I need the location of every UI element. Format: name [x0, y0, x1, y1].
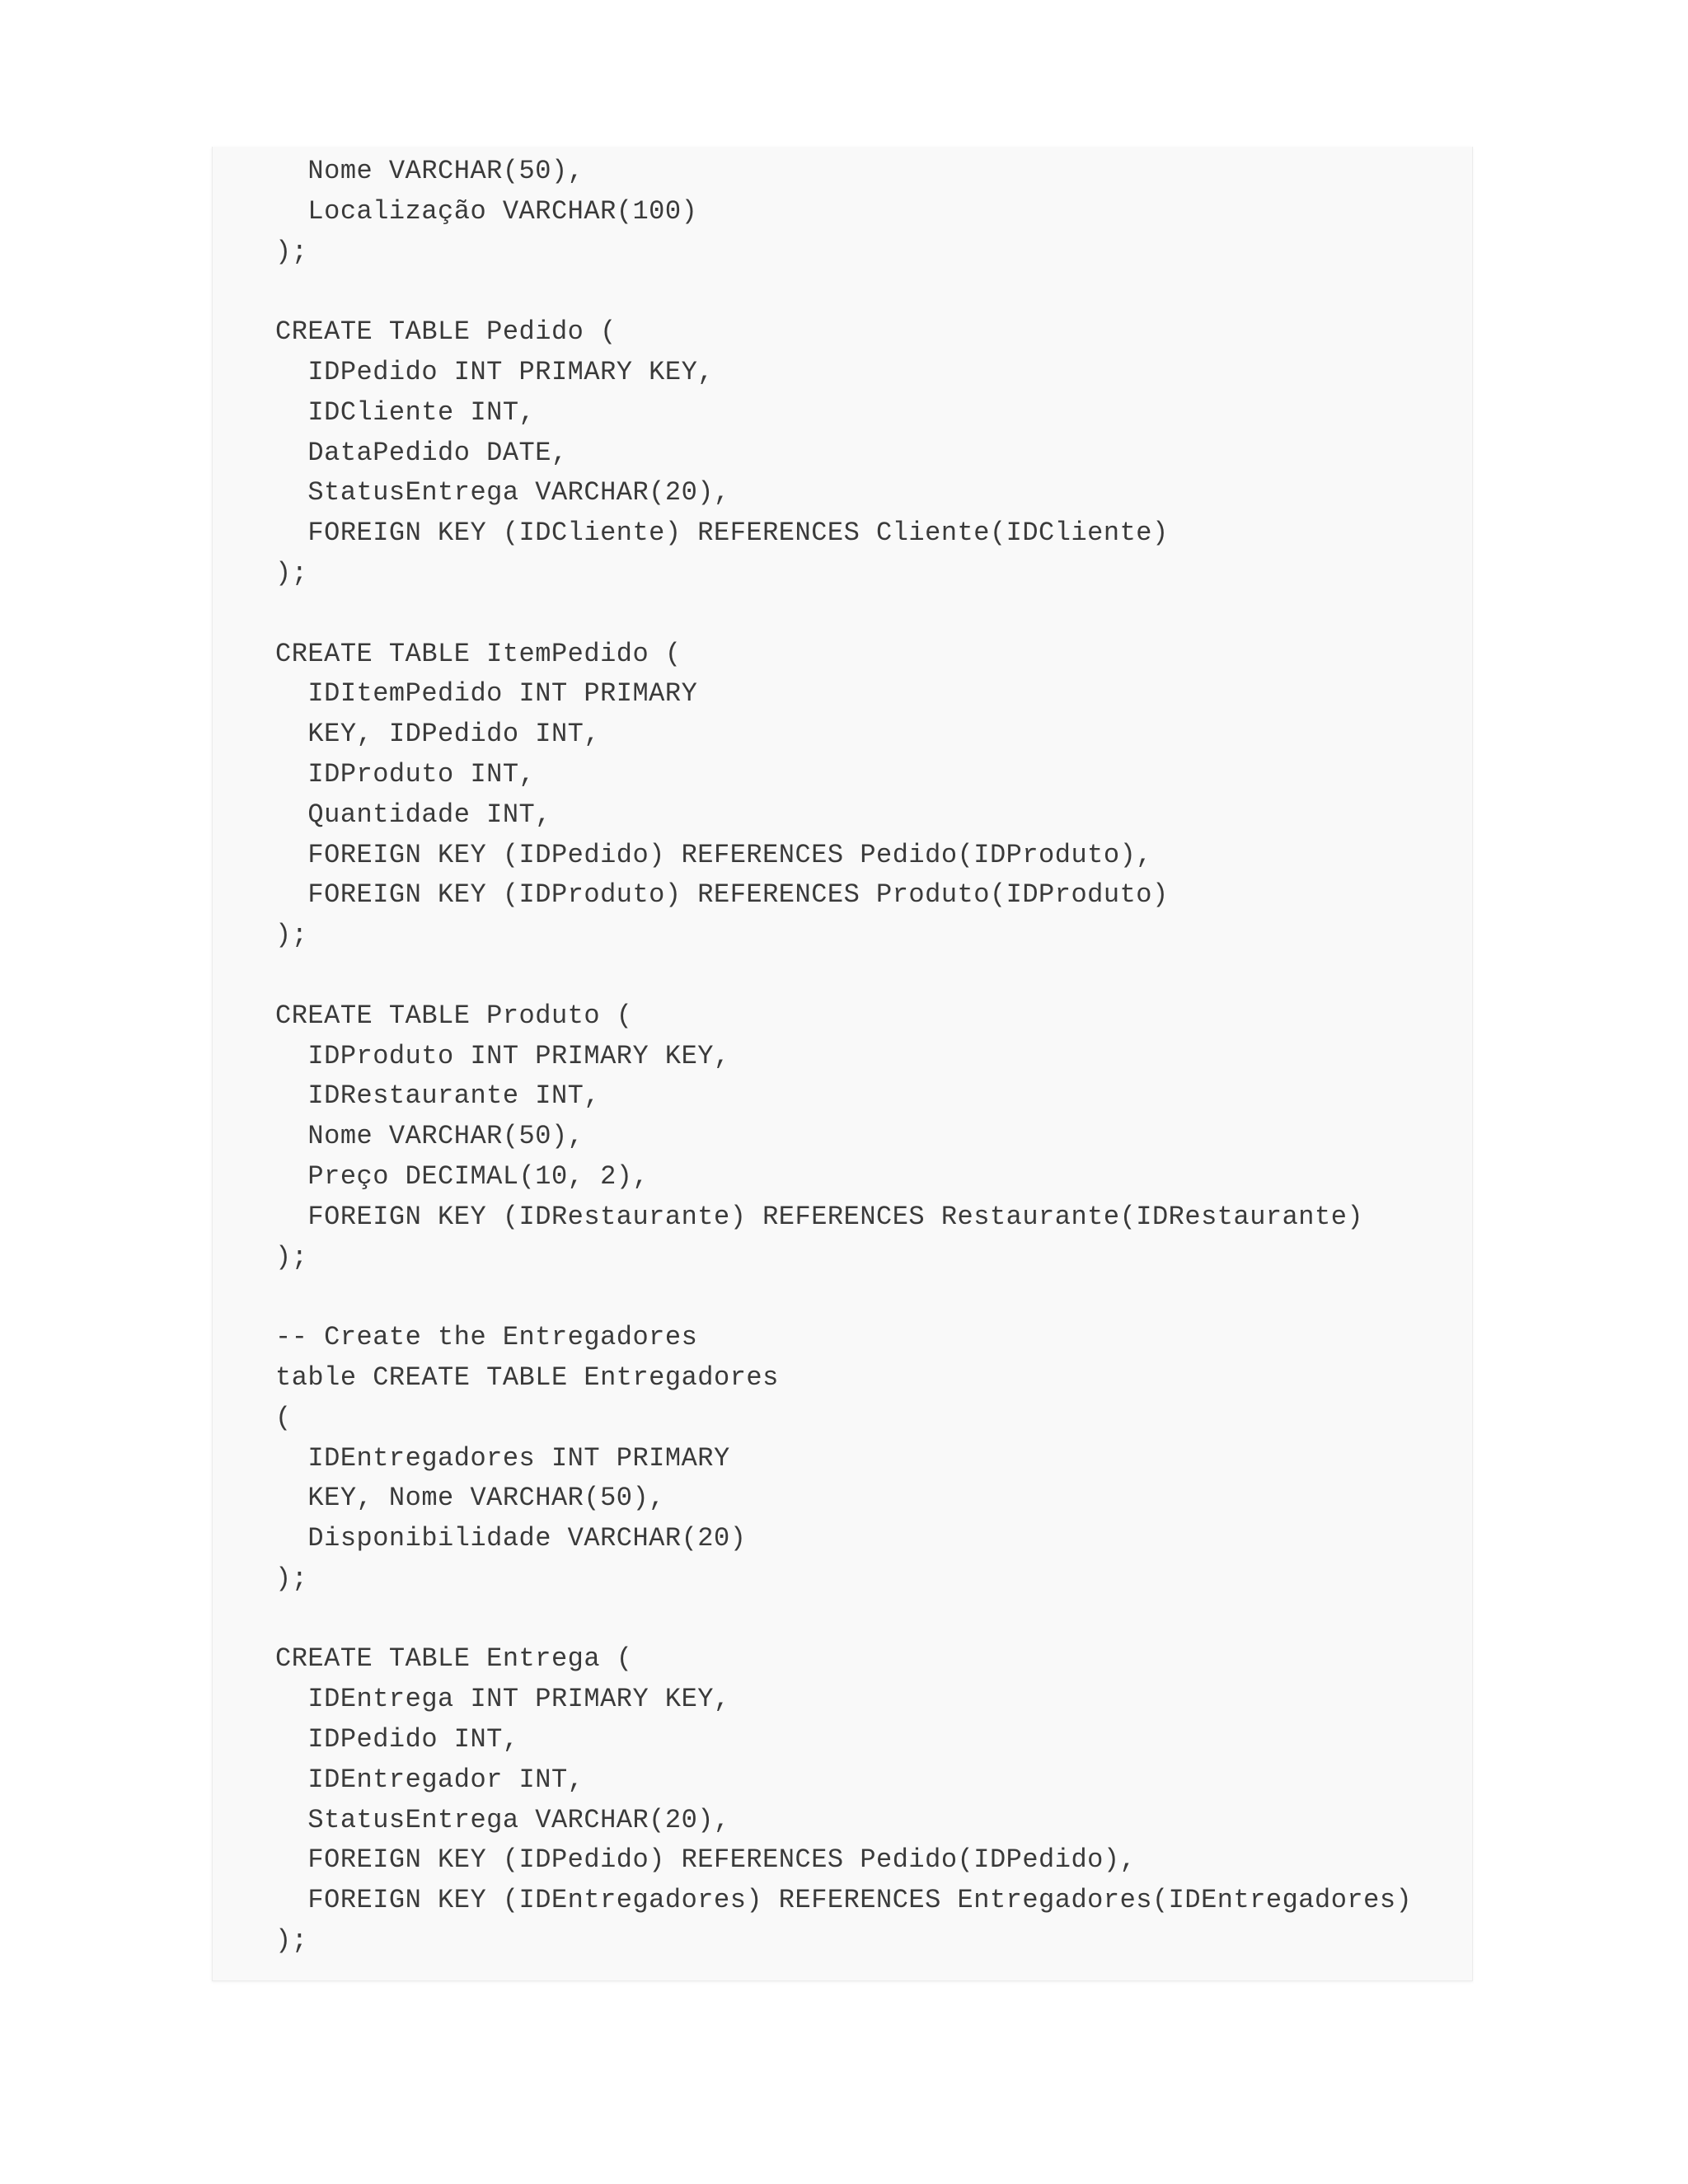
- code-line: IDPedido INT,: [275, 1724, 519, 1755]
- code-line: );: [275, 1925, 308, 1957]
- code-line: [275, 1277, 1412, 1318]
- code-line: IDProduto INT,: [275, 758, 536, 790]
- code-lines: [275, 152, 1412, 1961]
- code-line: );: [275, 920, 308, 951]
- code-line: IDEntregador INT,: [275, 1764, 584, 1795]
- code-line: KEY, Nome VARCHAR(50),: [275, 1483, 665, 1514]
- code-line: -- Create the Entregadores: [275, 1322, 698, 1353]
- code-line: IDRestaurante INT,: [275, 1080, 601, 1112]
- code-line: [275, 594, 1412, 635]
- code-line: FOREIGN KEY (IDPedido) REFERENCES Pedido(IDProduto),: [275, 839, 1152, 870]
- sql-code-block: [212, 147, 1473, 1981]
- code-line: CREATE TABLE Produto (: [275, 1000, 633, 1031]
- code-line: [275, 1600, 1412, 1640]
- code-line: IDCliente INT,: [275, 396, 536, 428]
- code-line: IDProduto INT PRIMARY KEY,: [275, 1040, 730, 1071]
- code-line: FOREIGN KEY (IDCliente) REFERENCES Cliente(IDCliente): [275, 518, 1169, 549]
- code-line: CREATE TABLE ItemPedido (: [275, 638, 682, 669]
- code-line: FOREIGN KEY (IDProduto) REFERENCES Produto(IDProduto): [275, 879, 1169, 911]
- code-line: FOREIGN KEY (IDRestaurante) REFERENCES Restaurante(IDRestaurante): [275, 1201, 1364, 1232]
- code-line: DataPedido DATE,: [275, 437, 568, 468]
- code-line: );: [275, 557, 308, 588]
- code-line: [275, 272, 1412, 312]
- code-line: FOREIGN KEY (IDEntregadores) REFERENCES Entregadores(IDEntregadores): [275, 1885, 1413, 1916]
- code-line: CREATE TABLE Pedido (: [275, 316, 617, 348]
- code-line: (: [275, 1402, 292, 1433]
- code-line: Disponibilidade VARCHAR(20): [275, 1523, 747, 1554]
- code-line: CREATE TABLE Entrega (: [275, 1643, 633, 1675]
- code-line: KEY, IDPedido INT,: [275, 719, 601, 750]
- code-line: [275, 956, 1412, 996]
- code-line: IDPedido INT PRIMARY KEY,: [275, 356, 714, 387]
- code-line: Localização VARCHAR(100): [275, 195, 698, 227]
- code-line: StatusEntrega VARCHAR(20),: [275, 477, 730, 509]
- code-line: Preço DECIMAL(10, 2),: [275, 1160, 649, 1192]
- code-line: Nome VARCHAR(50),: [275, 1121, 584, 1152]
- code-line: IDEntregadores INT PRIMARY: [275, 1442, 730, 1474]
- code-line: IDItemPedido INT PRIMARY: [275, 678, 698, 710]
- code-line: );: [275, 1241, 308, 1272]
- code-line: );: [275, 1563, 308, 1594]
- code-line: StatusEntrega VARCHAR(20),: [275, 1804, 730, 1835]
- code-line: Nome VARCHAR(50),: [275, 156, 584, 186]
- code-line: Quantidade INT,: [275, 799, 551, 830]
- code-line: table CREATE TABLE Entregadores: [275, 1361, 779, 1393]
- code-line: );: [275, 236, 308, 267]
- code-line: IDEntrega INT PRIMARY KEY,: [275, 1684, 730, 1715]
- code-line: FOREIGN KEY (IDPedido) REFERENCES Pedido(IDPedido),: [275, 1844, 1137, 1876]
